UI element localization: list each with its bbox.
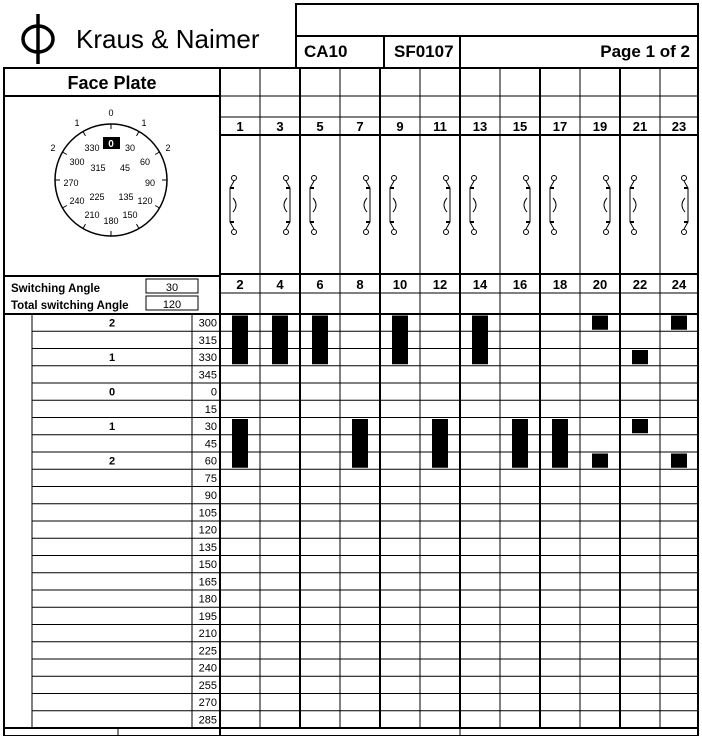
dial-angle-number: 270 — [63, 178, 79, 188]
contact-symbol-icon — [310, 176, 317, 235]
terminal-label-bottom: 4 — [276, 277, 284, 292]
terminal-label-bottom: 10 — [392, 277, 408, 292]
contact-closed-bar — [592, 454, 608, 468]
angle-degree: 45 — [204, 438, 217, 451]
model-number: CA10 — [304, 42, 348, 61]
terminal-label-top: 21 — [632, 119, 648, 134]
position-number: 0 — [108, 386, 116, 399]
angle-degree: 270 — [198, 697, 217, 710]
dial-angle-number: 240 — [69, 196, 85, 206]
terminal-label-bottom: 12 — [432, 277, 448, 292]
angle-degree: 30 — [204, 421, 217, 434]
dial-angle-number: 180 — [103, 216, 119, 226]
terminal-label-bottom: 14 — [472, 277, 488, 292]
dial-pointer-label: 0 — [108, 139, 114, 150]
angle-degree: 300 — [198, 317, 217, 330]
position-number: 2 — [108, 317, 116, 330]
angle-degree: 285 — [198, 714, 217, 727]
page-indicator: Page 1 of 2 — [600, 42, 690, 61]
dial-angle-number: 135 — [118, 192, 134, 202]
contact-closed-bar — [592, 316, 608, 330]
position-number: 1 — [108, 352, 116, 365]
dial-position-label: 1 — [74, 118, 80, 128]
terminal-label-bottom: 2 — [236, 277, 244, 292]
contact-closed-bar — [632, 419, 648, 433]
contact-symbol-icon — [550, 176, 557, 235]
angle-degree: 240 — [198, 662, 217, 675]
switching-angle-label: Switching Angle — [11, 283, 101, 295]
terminal-label-top: 7 — [356, 119, 364, 134]
terminal-label-bottom: 16 — [512, 277, 528, 292]
contact-closed-bar — [671, 316, 687, 330]
contact-symbol-icon — [470, 176, 477, 235]
angle-degree: 135 — [198, 541, 217, 554]
terminal-label-bottom: 6 — [316, 277, 324, 292]
angle-degree: 120 — [198, 524, 217, 537]
switching-angle-value: 30 — [165, 282, 179, 294]
angle-degree: 105 — [198, 507, 217, 520]
terminal-label-top: 9 — [396, 119, 404, 134]
dial-position-label: 0 — [108, 108, 114, 118]
dial-position-label: 1 — [141, 118, 147, 128]
terminal-label-top: 3 — [276, 119, 284, 134]
terminal-label-bottom: 8 — [356, 277, 364, 292]
angle-degree: 75 — [204, 472, 217, 485]
dial-angle-number: 30 — [124, 143, 136, 153]
dial-position-label: 2 — [50, 143, 56, 153]
dial-angle-number: 210 — [84, 210, 100, 220]
contact-symbol-icon — [364, 176, 371, 235]
contact-closed-bar — [272, 316, 288, 365]
terminal-label-top: 11 — [433, 119, 447, 134]
dial-angle-number: 225 — [89, 192, 105, 202]
contact-symbol-icon — [524, 176, 531, 235]
contact-symbol-icon — [682, 176, 689, 235]
angle-degree: 330 — [198, 352, 217, 365]
angle-degree: 90 — [204, 490, 217, 503]
position-number: 2 — [108, 455, 116, 468]
terminal-label-top: 17 — [552, 119, 568, 134]
terminal-label-bottom: 18 — [552, 277, 568, 292]
face-plate-dial — [50, 108, 170, 236]
contact-closed-bar — [232, 419, 248, 468]
dial-position-label: 2 — [165, 143, 171, 153]
contact-symbol-icon — [284, 176, 291, 235]
terminal-label-bottom: 22 — [632, 277, 648, 292]
dial-angle-number: 150 — [122, 210, 138, 220]
angle-degree: 180 — [198, 593, 217, 606]
terminal-label-top: 5 — [316, 119, 324, 134]
contact-closed-bar — [232, 316, 248, 365]
angle-degree: 60 — [204, 455, 217, 468]
contact-closed-bar — [512, 419, 528, 468]
angle-degree: 0 — [210, 386, 217, 399]
angle-degree: 210 — [198, 628, 217, 641]
angle-degree: 165 — [198, 576, 217, 589]
contact-closed-bar — [552, 419, 568, 468]
total-angle-label: Total switching Angle — [11, 300, 129, 312]
contact-symbol-icon — [630, 176, 637, 235]
contact-closed-bar — [472, 316, 488, 365]
contact-symbol-icon — [604, 176, 611, 235]
contact-symbol-icon — [444, 176, 451, 235]
dial-angle-number: 120 — [137, 196, 153, 206]
terminal-label-top: 1 — [236, 119, 244, 134]
terminal-label-top: 23 — [671, 119, 687, 134]
angle-degree: 345 — [198, 369, 217, 382]
contact-closed-bar — [312, 316, 328, 365]
angle-degree: 195 — [198, 610, 217, 623]
position-number: 1 — [108, 421, 116, 434]
logo-text: Kraus & Naimer — [76, 24, 260, 54]
contact-symbol-icon — [390, 176, 397, 235]
dial-angle-number: 45 — [119, 163, 131, 173]
dial-angle-number: 315 — [90, 163, 106, 173]
contact-closed-bar — [352, 419, 368, 468]
total-angle-value: 120 — [162, 299, 182, 311]
dial-angle-number: 330 — [84, 143, 100, 153]
header-top-box — [296, 4, 698, 36]
terminal-label-top: 13 — [472, 119, 488, 134]
sheet-frame — [4, 68, 698, 736]
angle-degree: 15 — [204, 403, 217, 416]
angle-degree: 150 — [198, 559, 217, 572]
contact-symbol-icon — [230, 176, 237, 235]
dial-angle-number: 60 — [139, 157, 151, 167]
terminal-label-top: 19 — [592, 119, 608, 134]
drawing-number: SF0107 — [394, 42, 454, 61]
dial-angle-number: 90 — [144, 178, 156, 188]
angle-degree: 255 — [198, 679, 217, 692]
face-plate-title: Face Plate — [67, 73, 157, 93]
terminal-label-bottom: 20 — [592, 277, 608, 292]
contact-closed-bar — [632, 350, 648, 364]
phi-logo-icon — [23, 14, 53, 64]
contact-closed-bar — [671, 454, 687, 468]
terminal-label-top: 15 — [512, 119, 528, 134]
terminal-label-bottom: 24 — [671, 277, 687, 292]
angle-degree: 225 — [198, 645, 217, 658]
angle-degree: 315 — [198, 334, 217, 347]
contact-closed-bar — [392, 316, 408, 365]
dial-angle-number: 300 — [69, 157, 85, 167]
contact-closed-bar — [432, 419, 448, 468]
